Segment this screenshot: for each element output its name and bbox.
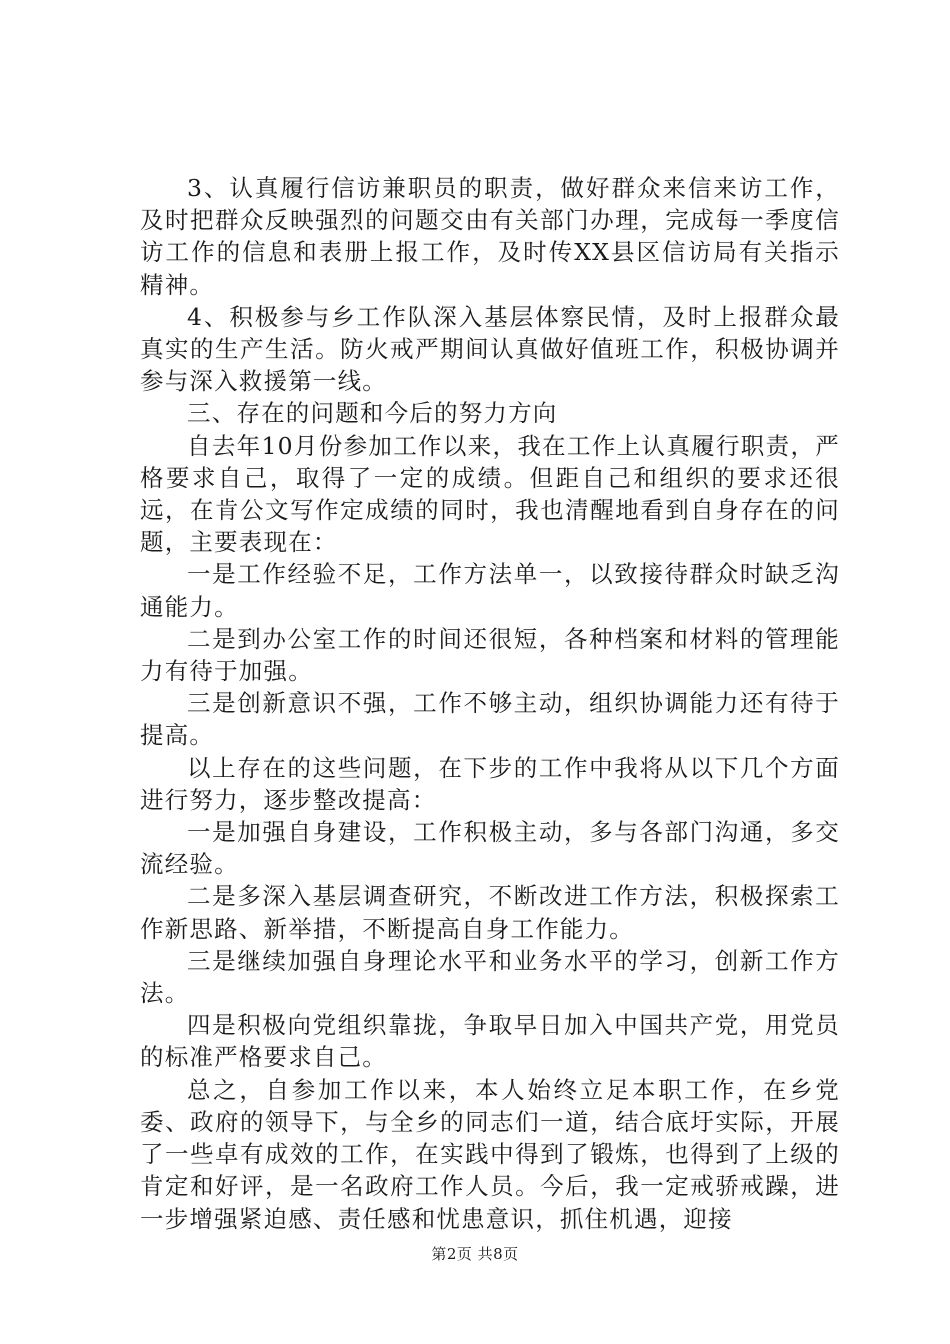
paragraph-item-4: 4、积极参与乡工作队深入基层体察民情，及时上报群众最真实的生产生活。防火戒严期间认真做好值班工作，积极协调并参与深入救援第一线。 (140, 302, 840, 396)
paragraph-problem-1: 一是工作经验不足，工作方法单一，以致接待群众时缺乏沟通能力。 (140, 560, 840, 621)
paragraph-conclusion: 总之，自参加工作以来，本人始终立足本职工作，在乡党委、政府的领导下，与全乡的同志们一道，结合底圩实际，开展了一些卓有成效的工作，在实践中得到了锻炼，也得到了上级的肯定和好评，是一名政府工作人员。今后，我一定戒骄戒躁，进一步增强紧迫感、责任感和忧患意识，抓住机遇，迎接 (140, 1075, 840, 1233)
paragraph-improvement-3: 三是继续加强自身理论水平和业务水平的学习，创新工作方法。 (140, 946, 840, 1008)
page-number-footer: 第2页 共8页 (431, 1245, 519, 1263)
paragraph-problem-2: 二是到办公室工作的时间还很短，各种档案和材料的管理能力有待于加强。 (140, 624, 840, 686)
paragraph-improvement-2: 二是多深入基层调查研究，不断改进工作方法，积极探索工作新思路、新举措，不断提高自身工作能力。 (140, 882, 840, 943)
paragraph-problem-3: 三是创新意识不强，工作不够主动，组织协调能力还有待于提高。 (140, 689, 840, 750)
document-body (140, 172, 840, 1235)
paragraph-improvement-1: 一是加强自身建设，工作积极主动，多与各部门沟通，多交流经验。 (140, 818, 840, 879)
section-heading-problems: 三、存在的问题和今后的努力方向 (187, 399, 558, 428)
paragraph-summary-since-work: 自去年10月份参加工作以来，我在工作上认真履行职责，严格要求自己，取得了一定的成绩。但距自己和组织的要求还很远，在肯公文写作定成绩的同时，我也清醒地看到自身存在的问题，主要表现在： (140, 431, 840, 557)
paragraph-item-3: 3、认真履行信访兼职员的职责，做好群众来信来访工作，及时把群众反映强烈的问题交由有关部门办理，完成每一季度信访工作的信息和表册上报工作，及时传XX县区信访局有关指示精神。 (140, 174, 840, 299)
paragraph-improvement-4: 四是积极向党组织靠拢，争取早日加入中国共产党，用党员的标准严格要求自己。 (140, 1011, 840, 1072)
paragraph-improvement-intro: 以上存在的这些问题，在下步的工作中我将从以下几个方面进行努力，逐步整改提高： (140, 753, 840, 814)
